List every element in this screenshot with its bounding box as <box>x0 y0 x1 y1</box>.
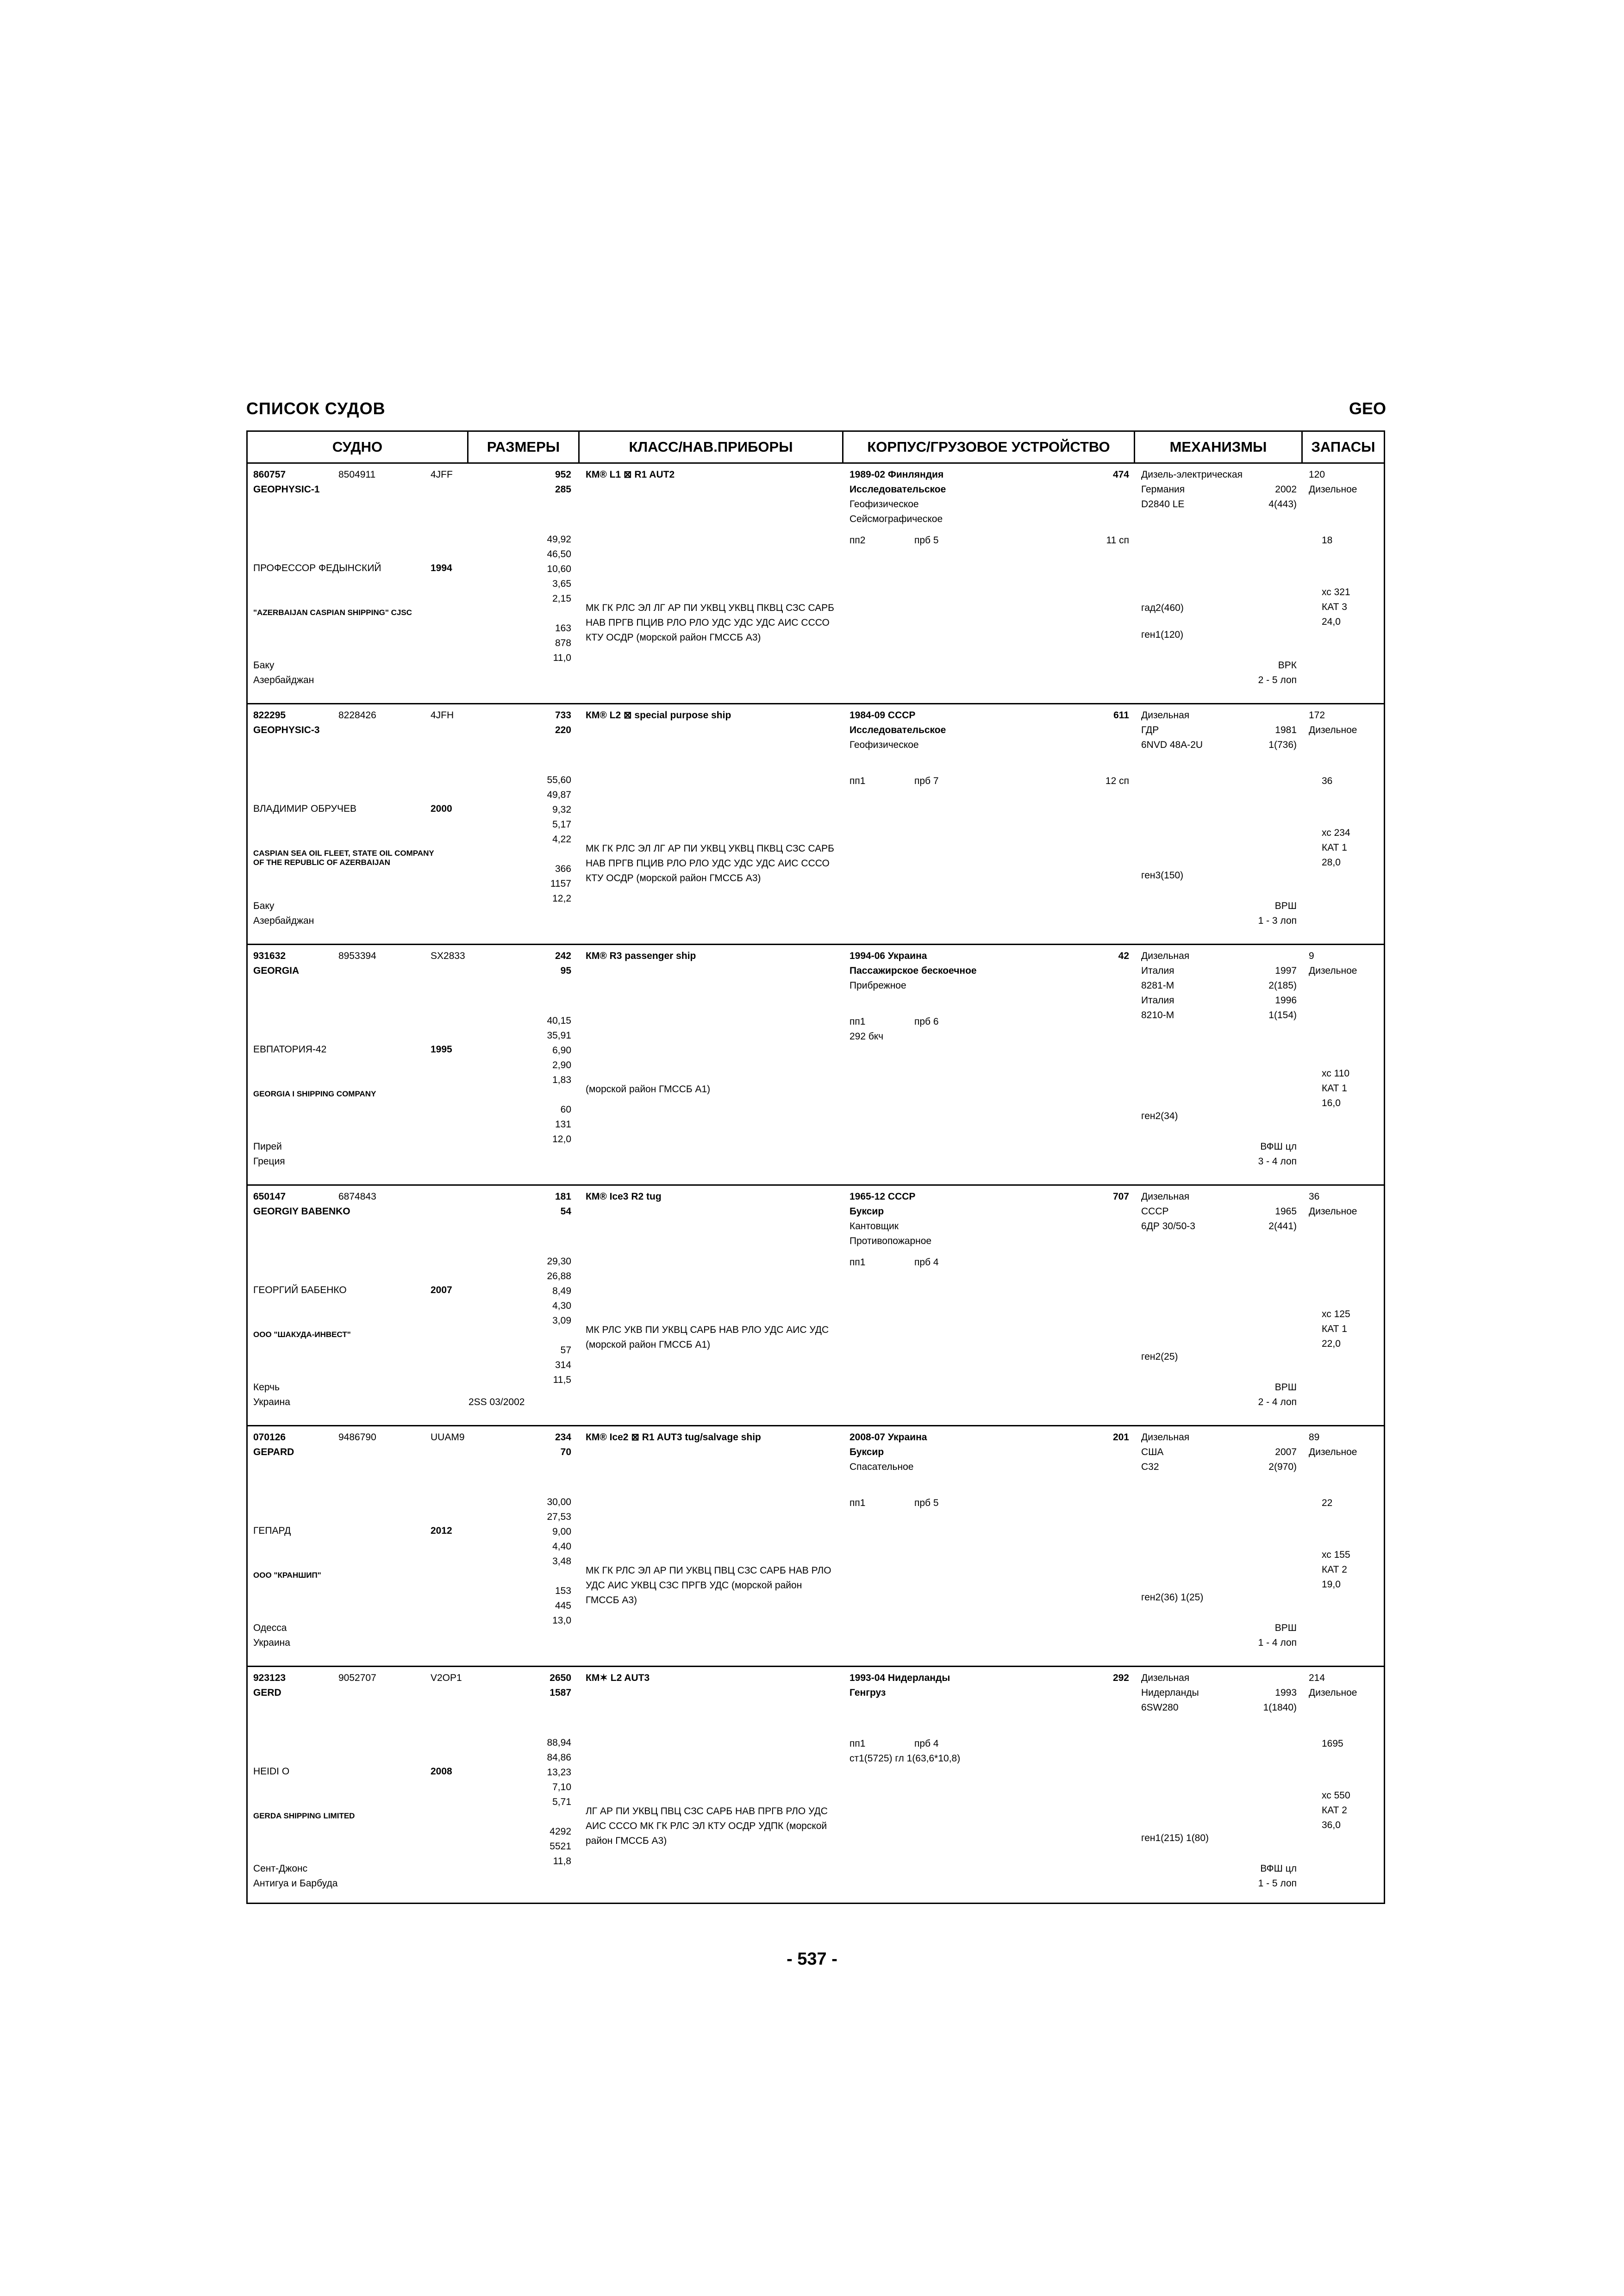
ship-name: GEORGIY BABENKO <box>253 1206 350 1217</box>
engine-model: 6SW280 <box>1141 1702 1179 1713</box>
page-title: СПИСОК СУДОВ <box>246 399 386 418</box>
owner: GEORGIA I SHIPPING COMPANY <box>253 1089 376 1098</box>
class-notation: КМ® L2 ⊠ special purpose ship <box>586 710 731 721</box>
category: КАТ 1 <box>1322 842 1347 853</box>
engine-year: 2007 <box>1275 1447 1297 1457</box>
engine-country: ГДР <box>1141 725 1159 735</box>
generators-2: ген2(25) <box>1141 1351 1178 1362</box>
ship-id: 070126 <box>253 1432 286 1443</box>
ship-name: GEORGIA <box>253 965 300 976</box>
hull-number: 292 <box>1112 1673 1129 1683</box>
column-header-hull: КОРПУС/ГРУЗОВОЕ УСТРОЙСТВО <box>843 432 1135 462</box>
dimension-value: 40,15 <box>547 1015 571 1026</box>
home-port: Керчь <box>253 1382 280 1393</box>
engine-year: 1965 <box>1275 1206 1297 1217</box>
capacity-value: 24,0 <box>1322 616 1341 627</box>
fuel-type: Дизельное <box>1309 484 1357 495</box>
ship-subtype: Геофизическое <box>849 499 919 510</box>
dimension-value: 12,2 <box>552 893 571 904</box>
ship-record <box>248 464 1384 704</box>
call-sign: UUAM9 <box>431 1432 465 1443</box>
dimension-value: 9,00 <box>552 1526 571 1537</box>
call-sign: SX2833 <box>431 951 465 961</box>
engine-year: 1997 <box>1275 965 1297 976</box>
former-name: ГЕОРГИЙ БАБЕНКО <box>253 1285 347 1295</box>
net-tonnage: 95 <box>560 965 571 976</box>
hull-number: 201 <box>1112 1432 1129 1443</box>
blades: 1 - 3 лоп <box>1258 915 1297 926</box>
ship-type: Исследовательское <box>849 725 946 735</box>
engine2-model: 8210-M <box>1141 1010 1174 1020</box>
ship-id: 931632 <box>253 951 286 961</box>
dimension-value: 29,30 <box>547 1256 571 1267</box>
class-notation: КМ® L1 ⊠ R1 AUT2 <box>586 469 675 480</box>
imo-number: 6874843 <box>338 1191 376 1202</box>
ship-record <box>248 1667 1384 1908</box>
ship-name: GERD <box>253 1687 281 1698</box>
section-code: GEO <box>1349 399 1386 418</box>
crew-capacity: хс 321 <box>1322 587 1350 597</box>
blades: 1 - 4 лоп <box>1258 1637 1297 1648</box>
net-tonnage: 1587 <box>550 1687 571 1698</box>
net-tonnage: 70 <box>560 1447 571 1457</box>
stores-value: 36 <box>1322 776 1333 786</box>
fuel-type: Дизельное <box>1309 1687 1357 1698</box>
engine-country: Нидерланды <box>1141 1687 1199 1698</box>
engine-model: D2840 LE <box>1141 499 1185 510</box>
net-tonnage: 220 <box>555 725 571 735</box>
dimension-value: 5,17 <box>552 819 571 830</box>
net-tonnage: 285 <box>555 484 571 495</box>
ship-record <box>248 1186 1384 1426</box>
home-port: Баку <box>253 901 275 911</box>
column-header-machinery: МЕХАНИЗМЫ <box>1135 432 1303 462</box>
stores-value: 1695 <box>1322 1738 1343 1749</box>
call-sign: 4JFF <box>431 469 453 480</box>
engine-model: 8281-M <box>1141 980 1174 991</box>
dimension-value: 13,23 <box>547 1767 571 1778</box>
propeller: ВФШ цл <box>1260 1863 1297 1874</box>
dimension-value: 49,92 <box>547 534 571 545</box>
crew-capacity: хс 155 <box>1322 1549 1350 1560</box>
dimension-value: 49,87 <box>547 790 571 800</box>
hull-number: 474 <box>1112 469 1129 480</box>
capacity-value: 36,0 <box>1322 1820 1341 1830</box>
column-header-class: КЛАСС/НАВ.ПРИБОРЫ <box>580 432 843 462</box>
crew-capacity: хс 125 <box>1322 1309 1350 1319</box>
engine2-year: 1996 <box>1275 995 1297 1006</box>
bulkheads: прб 7 <box>914 776 939 786</box>
imo-number: 9052707 <box>338 1673 376 1683</box>
dimension-value: 1157 <box>550 878 571 889</box>
deck-count: пп1 <box>849 1257 866 1268</box>
home-port: Баку <box>253 660 275 671</box>
column-header-ship: СУДНО <box>248 432 468 462</box>
call-sign: 4JFH <box>431 710 454 721</box>
gross-tonnage: 181 <box>555 1191 571 1202</box>
bulkheads: прб 5 <box>914 1498 939 1508</box>
build-year-country: 1993-04 Нидерланды <box>849 1673 950 1683</box>
nav-equipment: ЛГ АР ПИ УКВЦ ПВЦ СЗС САРБ НАВ ПРГВ РЛО УДС АИС СССО МК ГК РЛС ЭЛ КТУ ОСДР УДПК (морской район ГМССБ А3) <box>586 1806 828 1846</box>
dimension-value: 4292 <box>550 1826 571 1837</box>
bulkheads: прб 5 <box>914 535 939 546</box>
hull-number: 42 <box>1118 951 1129 961</box>
fuel-capacity: 172 <box>1309 710 1325 721</box>
nav-equipment: МК РЛС УКВ ПИ УКВЦ САРБ НАВ РЛО УДС АИС УДС (морской район ГМССБ А1) <box>586 1325 829 1350</box>
dimension-value: 314 <box>555 1360 571 1370</box>
propeller: ВРШ <box>1274 1623 1297 1633</box>
ship-type: Буксир <box>849 1447 884 1457</box>
crew-capacity: хс 110 <box>1322 1068 1350 1079</box>
flag-country: Азербайджан <box>253 915 314 926</box>
dimension-value: 46,50 <box>547 549 571 560</box>
blades: 2 - 5 лоп <box>1258 675 1297 685</box>
dimension-value: 366 <box>555 864 571 874</box>
fuel-type: Дизельное <box>1309 725 1357 735</box>
generators-2: ген2(36) 1(25) <box>1141 1592 1204 1603</box>
gross-tonnage: 733 <box>555 710 571 721</box>
flag-country: Антигуа и Барбуда <box>253 1878 338 1889</box>
imo-number: 8228426 <box>338 710 376 721</box>
bulkheads: прб 4 <box>914 1257 939 1268</box>
ship-record <box>248 945 1384 1186</box>
dimension-value: 11,8 <box>553 1856 571 1867</box>
class-notation: КМ® Ice2 ⊠ R1 AUT3 tug/salvage ship <box>586 1432 761 1443</box>
home-port: Одесса <box>253 1623 287 1633</box>
dimension-value: 30,00 <box>547 1497 571 1507</box>
hull-number: 707 <box>1112 1191 1129 1202</box>
dimension-value: 3,48 <box>552 1556 571 1567</box>
former-name-year: 2008 <box>431 1766 452 1777</box>
column-header-dimensions: РАЗМЕРЫ <box>468 432 580 462</box>
engine-power: 2(441) <box>1268 1221 1297 1232</box>
dimension-value: 60 <box>560 1104 571 1115</box>
ship-id: 923123 <box>253 1673 286 1683</box>
crew-capacity: хс 234 <box>1322 828 1350 838</box>
page-number: - 537 - <box>787 1949 837 1969</box>
owner: ООО "ШАКУДА-ИНВЕСТ" <box>253 1330 351 1339</box>
engine-power: 2(970) <box>1268 1462 1297 1472</box>
net-tonnage: 54 <box>560 1206 571 1217</box>
category: КАТ 2 <box>1322 1805 1347 1816</box>
category: КАТ 3 <box>1322 602 1347 612</box>
deck-count: пп1 <box>849 776 866 786</box>
dimension-value: 88,94 <box>547 1737 571 1748</box>
imo-number: 8953394 <box>338 951 376 961</box>
build-year-country: 1989-02 Финляндия <box>849 469 944 480</box>
dimension-value: 878 <box>555 638 571 648</box>
capacity-value: 22,0 <box>1322 1338 1341 1349</box>
hull-number: 611 <box>1113 710 1129 721</box>
bulkheads: прб 6 <box>914 1016 939 1027</box>
propeller: ВРШ <box>1274 901 1297 911</box>
former-name: ГЕПАРД <box>253 1525 291 1536</box>
dimension-value: 2,90 <box>552 1060 571 1070</box>
fuel-type: Дизельное <box>1309 1206 1357 1217</box>
capacity-value: 16,0 <box>1322 1098 1341 1108</box>
ship-name: GEOPHYSIC-3 <box>253 725 320 735</box>
engine-year: 1993 <box>1275 1687 1297 1698</box>
former-name-year: 1995 <box>431 1044 452 1055</box>
propeller: ВФШ цл <box>1260 1141 1297 1152</box>
nav-equipment: МК ГК РЛС ЭЛ ЛГ АР ПИ УКВЦ УКВЦ ПКВЦ СЗС САРБ НАВ ПРГВ ПЦИВ РЛО РЛО УДС УДС УДС АИС СССО КТУ ОСДР (морской район ГМССБ А3) <box>586 843 834 884</box>
gross-tonnage: 234 <box>555 1432 571 1443</box>
flag-country: Азербайджан <box>253 675 314 685</box>
speed: 11 сп <box>1106 535 1129 546</box>
former-name-year: 2007 <box>431 1285 452 1295</box>
engine-year: 1981 <box>1275 725 1297 735</box>
dimension-value: 445 <box>555 1600 571 1611</box>
engine-power: 2(185) <box>1268 980 1297 991</box>
ship-subtype: Спасательное <box>849 1462 914 1472</box>
engine-country: СССР <box>1141 1206 1169 1217</box>
engine-type: Дизельная <box>1141 1432 1190 1443</box>
dimension-value: 12,0 <box>552 1134 571 1145</box>
fuel-capacity: 120 <box>1309 469 1325 480</box>
generators-2: ген2(34) <box>1141 1111 1178 1121</box>
owner: GERDA SHIPPING LIMITED <box>253 1811 355 1820</box>
engine-year: 2002 <box>1275 484 1297 495</box>
capacity-value: 19,0 <box>1322 1579 1341 1590</box>
ship-name: GEPARD <box>253 1447 294 1457</box>
engine-power: 4(443) <box>1268 499 1297 510</box>
former-name-year: 1994 <box>431 563 452 573</box>
column-header-stores: ЗАПАСЫ <box>1311 439 1375 455</box>
dimension-value: 11,5 <box>553 1375 571 1385</box>
dimension-value: 13,0 <box>552 1615 571 1626</box>
flag-country: Украина <box>253 1397 290 1407</box>
cargo-extra: 292 бкч <box>849 1031 884 1042</box>
dimension-value: 4,40 <box>552 1541 571 1552</box>
ship-name: GEOPHYSIC-1 <box>253 484 320 495</box>
deck-count: пп2 <box>849 535 866 546</box>
ship-register-table <box>246 430 1385 1904</box>
gross-tonnage: 952 <box>555 469 571 480</box>
dimension-value: 55,60 <box>547 775 571 785</box>
bulkheads: прб 4 <box>914 1738 939 1749</box>
cargo-extra: ст1(5725) гл 1(63,6*10,8) <box>849 1753 961 1764</box>
dimension-value: 9,32 <box>552 804 571 815</box>
owner: CASPIAN SEA OIL FLEET, STATE OIL COMPANY OF THE REPUBLIC OF AZERBAIJAN <box>253 849 434 867</box>
deck-count: пп1 <box>849 1498 866 1508</box>
class-notation: КМ® R3 passenger ship <box>586 951 696 961</box>
nav-equipment: (морской район ГМССБ А1) <box>586 1084 711 1095</box>
gross-tonnage: 2650 <box>550 1673 571 1683</box>
build-year-country: 1965-12 СССР <box>849 1191 916 1202</box>
dimension-value: 163 <box>555 623 571 634</box>
class-notation: КМ✶ L2 AUT3 <box>586 1673 650 1683</box>
engine2-country: Италия <box>1141 995 1174 1006</box>
dimension-value: 27,53 <box>547 1512 571 1522</box>
capacity-value: 28,0 <box>1322 857 1341 868</box>
former-name: ВЛАДИМИР ОБРУЧЕВ <box>253 803 357 814</box>
former-name-year: 2012 <box>431 1525 452 1536</box>
blades: 3 - 4 лоп <box>1258 1156 1297 1167</box>
category: КАТ 2 <box>1322 1564 1347 1575</box>
propeller: ВРШ <box>1274 1382 1297 1393</box>
engine-model: 6ДР 30/50-3 <box>1141 1221 1195 1232</box>
ship-subtype-2: Противопожарное <box>849 1236 932 1246</box>
ship-type: Пассажирское бескоечное <box>849 965 977 976</box>
imo-number: 9486790 <box>338 1432 376 1443</box>
dimension-value: 8,49 <box>552 1286 571 1296</box>
ship-record <box>248 1426 1384 1667</box>
ship-id: 860757 <box>253 469 286 480</box>
home-port: Пирей <box>253 1141 282 1152</box>
ship-subtype: Прибрежное <box>849 980 906 991</box>
owner: ООО "КРАНШИП" <box>253 1571 321 1580</box>
ship-type: Генгруз <box>849 1687 886 1698</box>
home-port: Сент-Джонс <box>253 1863 308 1874</box>
engine-type: Дизельная <box>1141 1191 1190 1202</box>
engine-type: Дизель-электрическая <box>1141 469 1243 480</box>
fuel-capacity: 89 <box>1309 1432 1320 1443</box>
deck-count: пп1 <box>849 1738 866 1749</box>
stores-value: 22 <box>1322 1498 1333 1508</box>
fuel-capacity: 214 <box>1309 1673 1325 1683</box>
build-year-country: 1994-06 Украина <box>849 951 927 961</box>
engine-country: США <box>1141 1447 1164 1457</box>
engine-country: Германия <box>1141 484 1185 495</box>
former-name: ПРОФЕССОР ФЕДЫНСКИЙ <box>253 563 381 573</box>
engine-country: Италия <box>1141 965 1174 976</box>
blades: 1 - 5 лоп <box>1258 1878 1297 1889</box>
propeller: ВРК <box>1278 660 1297 671</box>
dimension-value: 11,0 <box>553 653 571 663</box>
former-name-year: 2000 <box>431 803 452 814</box>
speed: 12 сп <box>1105 776 1129 786</box>
engine-type: Дизельная <box>1141 710 1190 721</box>
ship-id: 822295 <box>253 710 286 721</box>
engine-type: Дизельная <box>1141 951 1190 961</box>
fuel-capacity: 36 <box>1309 1191 1320 1202</box>
generators-2: ген1(120) <box>1141 629 1184 640</box>
dimension-value: 5,71 <box>552 1797 571 1807</box>
dimension-value: 131 <box>555 1119 571 1130</box>
flag-country: Украина <box>253 1637 290 1648</box>
blades: 2 - 4 лоп <box>1258 1397 1297 1407</box>
owner: "AZERBAIJAN CASPIAN SHIPPING" CJSC <box>253 608 412 617</box>
ship-type: Исследовательское <box>849 484 946 495</box>
dimension-value: 6,90 <box>552 1045 571 1056</box>
stores-value: 18 <box>1322 535 1333 546</box>
ship-type: Буксир <box>849 1206 884 1217</box>
former-name: HEIDI O <box>253 1766 290 1777</box>
nav-equipment: МК ГК РЛС ЭЛ АР ПИ УКВЦ ПВЦ СЗС САРБ НАВ РЛО УДС АИС УКВЦ СЗС ПРГВ УДС (морской район ГМССБ А3) <box>586 1565 831 1605</box>
gross-tonnage: 242 <box>555 951 571 961</box>
ship-record <box>248 704 1384 945</box>
engine-model: C32 <box>1141 1462 1159 1472</box>
dimension-value: 4,22 <box>552 834 571 845</box>
dimension-value: 3,65 <box>552 579 571 589</box>
class-notation: КМ® Ice3 R2 tug <box>586 1191 662 1202</box>
imo-number: 8504911 <box>338 469 376 480</box>
dimension-value: 26,88 <box>547 1271 571 1282</box>
dimension-value: 4,30 <box>552 1300 571 1311</box>
generators-2: ген3(150) <box>1141 870 1184 881</box>
engine-power: 1(1840) <box>1263 1702 1297 1713</box>
category: КАТ 1 <box>1322 1083 1347 1094</box>
category: КАТ 1 <box>1322 1324 1347 1334</box>
ship-subtype: Кантовщик <box>849 1221 899 1232</box>
dimension-value: 84,86 <box>547 1752 571 1763</box>
flag-country: Греция <box>253 1156 285 1167</box>
dimension-value: 35,91 <box>547 1030 571 1041</box>
dimension-value: 2,15 <box>552 593 571 604</box>
engine2-power: 1(154) <box>1268 1010 1297 1020</box>
build-year-country: 1984-09 СССР <box>849 710 916 721</box>
engine-model: 6NVD 48A-2U <box>1141 740 1203 750</box>
ship-id: 650147 <box>253 1191 286 1202</box>
dimension-value: 3,09 <box>552 1315 571 1326</box>
engine-type: Дизельная <box>1141 1673 1190 1683</box>
fuel-type: Дизельное <box>1309 965 1357 976</box>
former-name: ЕВПАТОРИЯ-42 <box>253 1044 327 1055</box>
dimension-value: 7,10 <box>552 1782 571 1792</box>
dimension-value: 57 <box>560 1345 571 1356</box>
engine-power: 1(736) <box>1268 740 1297 750</box>
generators-2: ген1(215) 1(80) <box>1141 1833 1209 1843</box>
nav-equipment: МК ГК РЛС ЭЛ ЛГ АР ПИ УКВЦ УКВЦ ПКВЦ СЗС САРБ НАВ ПРГВ ПЦИВ РЛО РЛО УДС УДС УДС АИС СССО КТУ ОСДР (морской район ГМССБ А3) <box>586 603 834 643</box>
generators-1: гад2(460) <box>1141 603 1184 613</box>
dimension-value: 5521 <box>550 1841 571 1852</box>
deck-count: пп1 <box>849 1016 866 1027</box>
dimension-value: 153 <box>555 1586 571 1596</box>
dimension-value: 1,83 <box>552 1075 571 1085</box>
build-year-country: 2008-07 Украина <box>849 1432 927 1443</box>
ship-subtype: Геофизическое <box>849 740 919 750</box>
ship-subtype-2: Сейсмографическое <box>849 514 943 524</box>
crew-capacity: хс 550 <box>1322 1790 1350 1801</box>
fuel-type: Дизельное <box>1309 1447 1357 1457</box>
call-sign: V2OP1 <box>431 1673 462 1683</box>
survey-info: 2SS 03/2002 <box>468 1397 525 1407</box>
fuel-capacity: 9 <box>1309 951 1314 961</box>
dimension-value: 10,60 <box>547 564 571 574</box>
